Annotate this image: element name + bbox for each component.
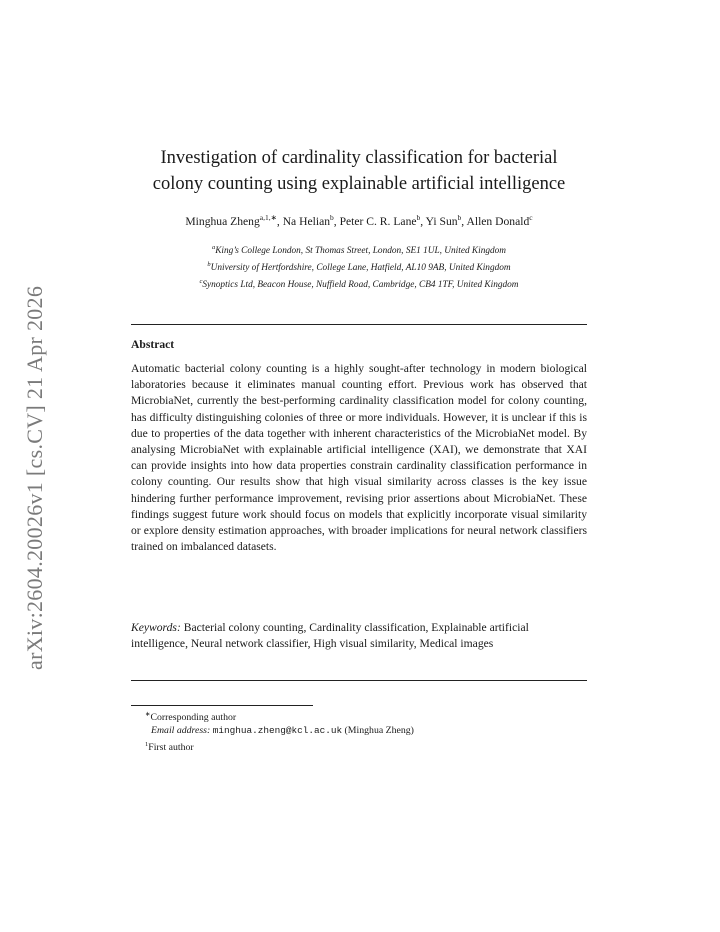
arxiv-identifier: arXiv:2604.20026v1 [cs.CV] 21 Apr 2026 [22,285,47,670]
footnote-corresponding: ∗Corresponding author [145,711,237,723]
affiliations [131,241,587,292]
keywords [131,620,587,652]
author: Na Helian$^b$, [282,213,340,228]
abstract-text: Automatic bacterial colony counting is a highly sought-after technology in modern biological laboratories because it eliminates manual counting effort. Previous work has observed that MicrobiaNet, currently the best-performing cardinality classification model for colony counting, has difficulty distinguishing colonies of three or more individuals. However, it is unclear if this is due to properties of the data together with inherent characteristics of the MicrobiaNet model. By analysing MicrobiaNet with explainable artificial intelligence (XAI), we demonstrate that XAI can provide insights into how data properties constrain cardinality classification performance in colony counting. Our results show that high visual similarity across classes is the key issue hindering further performance improvement, revising prior assertions about MicrobiaNet. These findings suggest future work should focus on models that explicitly incorporate visual similarity or explore density estimation approaches, with broader implications for neural network classifiers trained on imbalanced datasets. [131,362,587,554]
abstract-bottom-rule [131,680,587,681]
footnote-email: Email address: minghua.zheng@kcl.ac.uk (Minghua Zheng) [151,725,414,737]
keywords-label: Keywords: [131,621,181,634]
footnote-first-author: $^1$First author [145,740,194,753]
author: Yi Sun$^b$, [425,213,467,228]
footnotes [145,708,585,754]
abstract-top-rule [131,324,587,325]
author: Minghua Zheng$^{a,1,∗}$, [185,213,283,228]
footnote-rule [131,705,313,706]
abstract-heading: Abstract [131,338,175,351]
email-address[interactable]: minghua.zheng@kcl.ac.uk [212,725,343,737]
affiliation: $^a$King’s College London, St Thomas Street, London, SE1 1UL, United Kingdom [211,244,507,256]
author-list [131,213,587,228]
author: Allen Donald$^c$ [466,213,533,228]
author: Peter C. R. Lane$^b$, [339,213,426,228]
title-line-2: colony counting using explainable artificial intelligence [152,174,566,194]
affiliation: $^c$Synoptics Ltd, Beacon House, Nuffield Road, Cambridge, CB4 1TF, United Kingdom [199,278,519,290]
affiliation: $^b$University of Hertfordshire, College Lane, Hatfield, AL10 9AB, United Kingdom [207,261,511,273]
title-line-1: Investigation of cardinality classification for bacterial [160,148,558,168]
paper-title [131,145,587,197]
keywords-text: Bacterial colony counting, Cardinality classification, Explainable artificial intelligence, Neural network classifier, High visual similarity, Medical images [131,621,529,651]
